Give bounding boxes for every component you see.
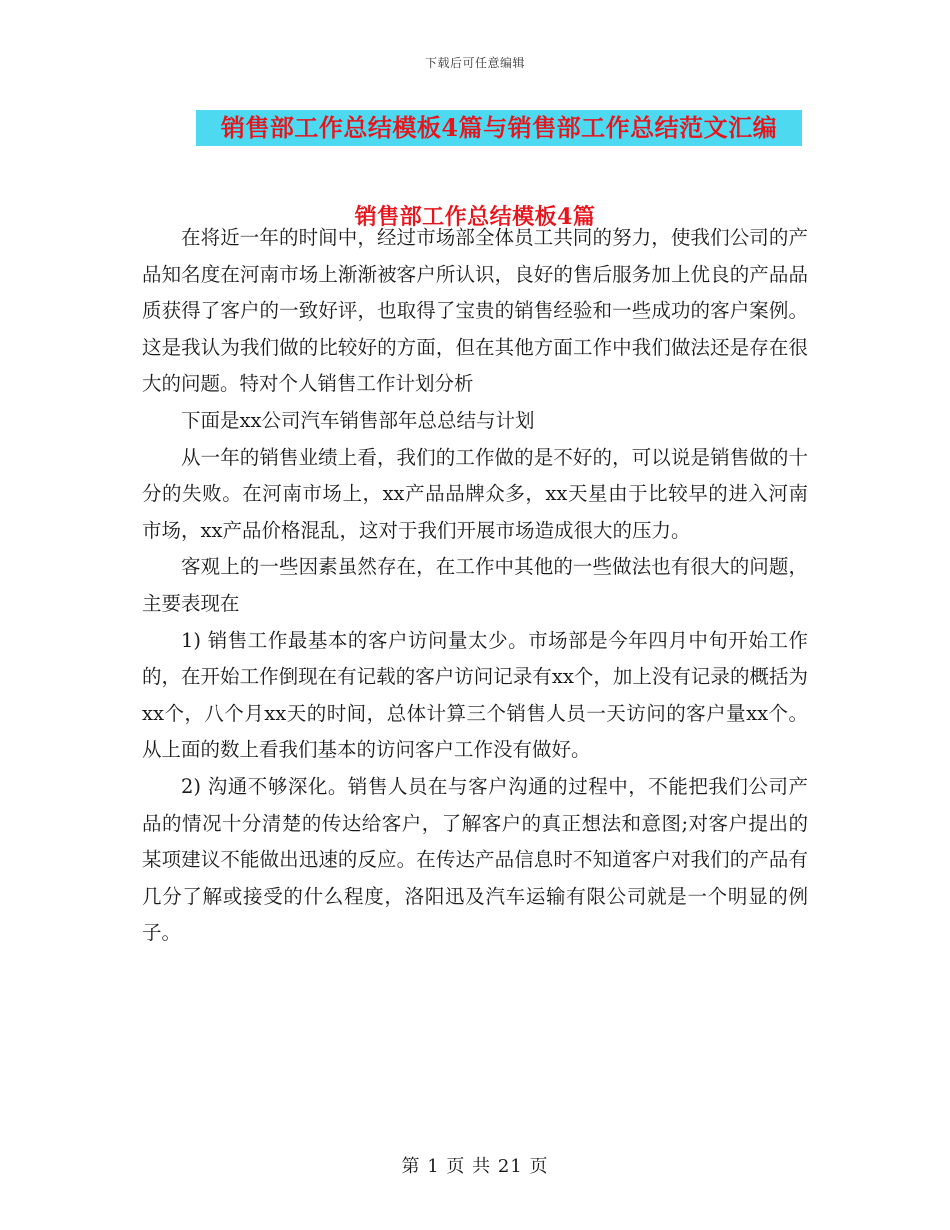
paragraph: 2) 沟通不够深化。销售人员在与客户沟通的过程中，不能把我们公司产品的情况十分清楚的传达给客户，了解客户的真正想法和意图;对客户提出的某项建议不能做出迅速的反应。在传达产品信息时不知道客户对我们的产品有几分了解或接受的什么程度，洛阳迅及汽车运输有限公司就是一个明显的例子。: [142, 774, 808, 945]
page-number: 第 1 页 共 21 页: [401, 1156, 549, 1177]
paragraph: 从一年的销售业绩上看，我们的工作做的是不好的，可以说是销售做的十分的失败。在河南市场上，xx产品品牌众多，xx天星由于比较早的进入河南市场，xx产品价格混乱，这对于我们开展市场造成很大的压力。: [142, 445, 808, 542]
paragraph: 客观上的一些因素虽然存在，在工作中其他的一些做法也有很大的问题，主要表现在: [142, 555, 808, 615]
paragraph: 1) 销售工作最基本的客户访问量太少。市场部是今年四月中旬开始工作的，在开始工作倒现在有记载的客户访问记录有xx个，加上没有记录的概括为xx个，八个月xx天的时间，总体计算三个销售人员一天访问的客户量xx个。从上面的数上看我们基本的访问客户工作没有做好。: [142, 628, 808, 762]
main-title: 销售部工作总结模板4篇与销售部工作总结范文汇编: [220, 113, 778, 142]
header-note: 下载后可任意编辑: [424, 56, 525, 70]
main-title-highlight: [196, 110, 802, 146]
paragraph: 在将近一年的时间中，经过市场部全体员工共同的努力，使我们公司的产品知名度在河南市场上渐渐被客户所认识，良好的售后服务加上优良的产品品质获得了客户的一致好评，也取得了宝贵的销售经验和一些成功的客户案例。这是我认为我们做的比较好的方面，但在其他方面工作中我们做法还是存在很大的问题。特对个人销售工作计划分析: [142, 226, 808, 396]
sub-title: 销售部工作总结模板4篇: [354, 204, 596, 230]
document-body: [142, 220, 808, 952]
paragraph: 下面是xx公司汽车销售部年总总结与计划: [181, 408, 535, 432]
